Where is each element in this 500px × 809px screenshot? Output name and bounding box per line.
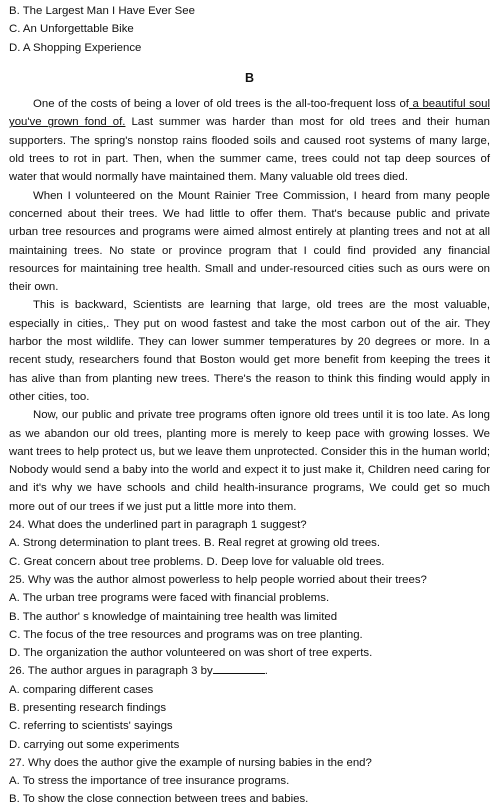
question-26-option-c: C. referring to scientists' sayings (9, 720, 173, 733)
question-24-options-ab: A. Strong determination to plant trees. B. Real regret at growing old trees. (9, 537, 381, 550)
paragraph-4: Now, our public and private tree programs often ignore old trees until it is too late. As long as we abandon our old trees, planting more is merely to keep pace with growing losses. We want trees to help protect us, but we leave them unprotected. Consider this in the human world; Nobody would send a baby into the world and expect it to just make it, Children need caring for and it's why we have schools and child health-insurance programs, We could get so much more out of our trees if we just put a little more into them. (9, 409, 490, 513)
underlined-phrase: a beautiful soul you've grown fond of. (9, 98, 490, 129)
questions (9, 516, 490, 809)
paragraph-3: This is backward, Scientists are learning that large, old trees are the most valuable, especially in cities,. They put on wood fastest and take the most carbon out of the air. They harbor the most wildlife. They can lower summer temperatures by 20 degrees or more. In a recent study, researchers found that Boston would get more benefit from keeping the trees it has alive than from planting new trees. There's the reason to think this finding would apply in other cities, too. (9, 299, 490, 403)
option-b: B. The Largest Man I Have Ever See (9, 5, 195, 17)
question-27: 27. Why does the author give the example of nursing babies in the end? (9, 756, 372, 769)
question-26 (9, 662, 490, 680)
option-c: C. An Unforgettable Bike (9, 23, 134, 36)
paragraph-1-start: One of the costs of being a lover of old trees is the all-too-frequent loss of (33, 98, 409, 111)
previous-question-options (9, 2, 490, 57)
question-27-option-a: A. To stress the importance of tree insurance programs. (9, 775, 290, 788)
question-24: 24. What does the underlined part in paragraph 1 suggest? (9, 519, 307, 532)
question-25-option-d: D. The organization the author volunteered on was short of tree experts. (9, 647, 373, 660)
question-27-option-b: B. To show the close connection between trees and babies. (9, 793, 309, 806)
answer-blank (213, 662, 265, 674)
passage (9, 95, 490, 516)
question-26-option-d: D. carrying out some experiments (9, 738, 180, 751)
section-heading: B (244, 70, 255, 85)
question-26-option-b: B. presenting research findings (9, 701, 167, 714)
paragraph-1 (9, 95, 490, 186)
option-d: D. A Shopping Experience (9, 41, 142, 54)
question-26-end: . (264, 665, 268, 678)
paragraph-1-end: Last summer was harder than most for old trees and their human supporters. The spring's nonstop rains flooded soils and caused root systems of many large, old trees to rot in part. Then, when the summer came, trees could not tap deep sources of water that would normally have maintained them. Many valuable old trees died. (9, 116, 491, 184)
paragraph-2: When I volunteered on the Mount Rainier Tree Commission, I heard from many people concerned about their trees. We had little to offer them. That's because public and private urban tree resources and programs were aimed almost entirely at planting trees and not at all maintaining trees. No state or province program that I could find provided any financial resources for maintaining tree health. Small and under-resourced cities such as ours were on their own. (9, 189, 490, 294)
question-26-stem: 26. The author argues in paragraph 3 by (9, 665, 213, 678)
question-25-option-b: B. The author' s knowledge of maintaining tree health was limited (9, 610, 338, 623)
question-26-option-a: A. comparing different cases (9, 683, 154, 696)
question-25: 25. Why was the author almost powerless to help people worried about their trees? (9, 573, 427, 586)
question-25-option-c: C. The focus of the tree resources and programs was on tree planting. (9, 628, 363, 641)
question-24-options-cd: C. Great concern about tree problems. D. Deep love for valuable old trees. (9, 555, 385, 568)
question-25-option-a: A. The urban tree programs were faced with financial problems. (9, 592, 330, 605)
